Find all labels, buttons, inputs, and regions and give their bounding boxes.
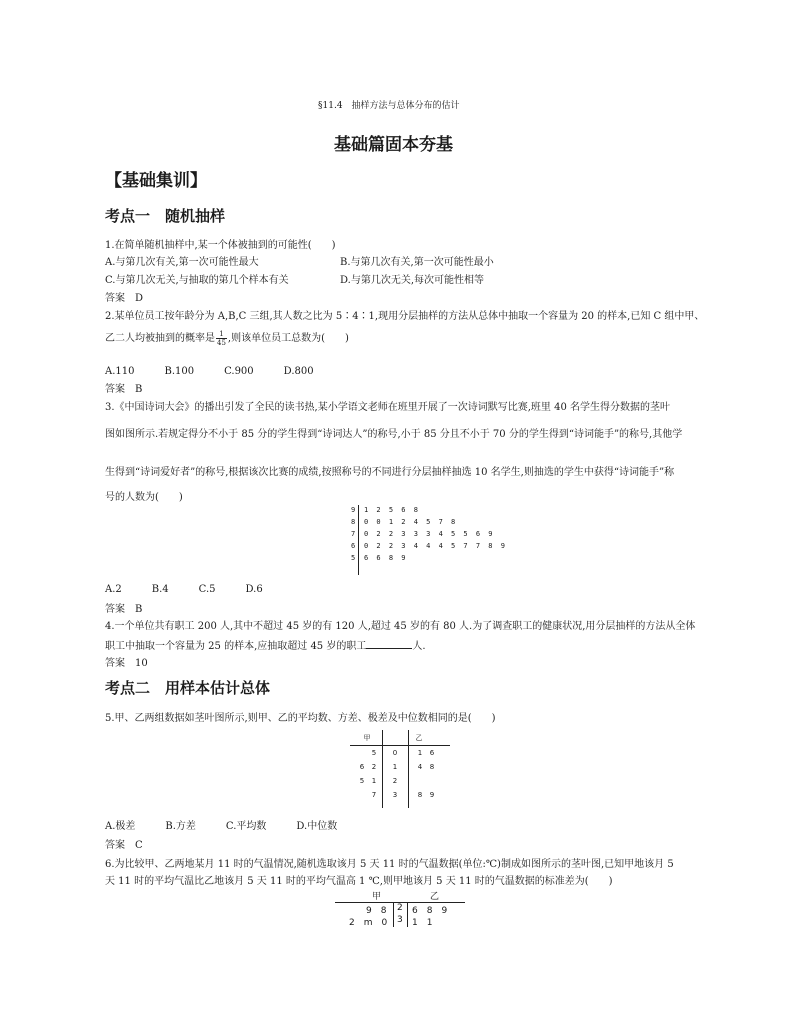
table-right-divider [407, 903, 408, 927]
q3-options: A.2 B.4 C.5 D.6 [105, 584, 263, 595]
head-right: 乙 [430, 892, 440, 902]
q2-line2 [105, 329, 349, 347]
q1-option-b: B.与第几次有关,第一次可能性最小 [340, 257, 494, 268]
q1-option-c: C.与第几次无关,与抽取的第几个样本有关 [105, 275, 289, 286]
q2-line1: 2.某单位员工按年龄分为 A,B,C 三组,其人数之比为 5∶4∶1,现用分层抽样的方法从总体中抽取一个容量为 20 的样本,已知 C 组中甲、 [105, 311, 705, 322]
page-title: 基础篇固本夯基 [334, 135, 453, 155]
q4-line2-post: 人. [412, 641, 426, 652]
q2-line2-post: ,则该单位员工总数为( ) [227, 333, 349, 344]
bracket-heading: 【基础集训】 [105, 171, 207, 191]
stem-leaf-row: 7 [351, 530, 358, 538]
table-left-divider [393, 903, 394, 927]
table-right-divider [408, 730, 409, 808]
q4-line1: 4.一个单位共有职工 200 人,其中不超过 45 岁的有 120 人,超过 45 岁的有 80 人.为了调查职工的健康状况,用分层抽样的方法从全体 [105, 621, 696, 632]
head-left: 甲 [372, 892, 382, 902]
q5-stem: 5.甲、乙两组数据如茎叶图所示,则甲、乙的平均数、方差、极差及中位数相同的是( ) [105, 713, 496, 724]
q1-answer: 答案 D [105, 293, 144, 304]
row2-left: 2 m 0 [349, 918, 388, 928]
left-leaf: 6 [359, 763, 365, 771]
stem: 1 [392, 763, 398, 771]
right-leaf: 4 [417, 763, 423, 771]
q5-answer: 答案 C [105, 840, 143, 851]
right-leaf: 6 [429, 749, 435, 757]
stem: 0 [392, 749, 398, 757]
fraction-numerator: 1 [216, 330, 227, 339]
row1-right: 6 8 9 [412, 906, 448, 916]
table-header-line [350, 745, 450, 746]
q2-options: A.110 B.100 C.900 D.800 [105, 366, 314, 377]
q3-line3: 生得到“诗词爱好者”的称号,根据该次比赛的成绩,按照称号的不同进行分层抽样抽选 10 名学生,则抽选的学生中获得“诗词能手”称 [105, 467, 675, 478]
leaves-row: 1 2 5 6 8 [364, 506, 420, 514]
kp2-title: 考点二 用样本估计总体 [105, 679, 271, 697]
stem-divider [358, 505, 359, 575]
left-leaf: 1 [371, 777, 377, 785]
leaves-row: 0 2 2 3 3 3 4 5 5 6 9 [364, 530, 495, 538]
left-leaf: 5 [371, 749, 377, 757]
answer-blank [366, 639, 412, 649]
left-leaf: 7 [371, 791, 377, 799]
table-left-divider [382, 730, 383, 808]
stem-leaf-row: 9 [351, 506, 358, 514]
q4-line2 [105, 637, 426, 652]
probability-fraction [216, 330, 227, 347]
q3-line4: 号的人数为( ) [105, 492, 183, 503]
stem-leaf-row: 8 [351, 518, 358, 526]
q6-line2: 天 11 时的平均气温比乙地该月 5 天 11 时的平均气温高 1 ℃,则甲地该月 5 天 11 时的气温数据的标准差为( ) [105, 876, 613, 887]
row2-right: 1 1 [412, 918, 433, 928]
row1-left: 9 8 [366, 906, 387, 916]
q6-line1: 6.为比较甲、乙两地某月 11 时的气温情况,随机选取该月 5 天 11 时的气温数据(单位:℃)制成如图所示的茎叶图,已知甲地该月 5 [105, 859, 674, 870]
stem-leaf-row: 5 [351, 554, 358, 562]
q2-answer: 答案 B [105, 384, 143, 395]
head-left: 甲 [363, 734, 371, 742]
q5-options: A.极差 B.方差 C.平均数 D.中位数 [105, 821, 338, 832]
q3-line1: 3.《中国诗词大会》的播出引发了全民的读书热,某小学语文老师在班里开展了一次诗词默写比赛,班里 40 名学生得分数据的茎叶 [105, 402, 670, 413]
right-leaf: 8 [429, 763, 435, 771]
head-right: 乙 [415, 734, 423, 742]
leaves-row: 0 0 1 2 4 5 7 8 [364, 518, 458, 526]
q3-answer: 答案 B [105, 604, 143, 615]
right-leaf: 1 [417, 749, 423, 757]
q2-line2-pre: 乙二人均被抽到的概率是 [105, 333, 215, 344]
q4-line2-pre: 职工中抽取一个容量为 25 的样本,应抽取超过 45 岁的职工 [105, 641, 367, 652]
left-leaf: 5 [359, 777, 365, 785]
kp1-title: 考点一 随机抽样 [105, 207, 226, 225]
fraction-denominator: 45 [217, 339, 226, 347]
q4-answer: 答案 10 [105, 658, 148, 669]
section-heading: §11.4 抽样方法与总体分布的估计 [318, 101, 460, 111]
q3-line2: 图如图所示.若规定得分不小于 85 分的学生得到“诗词达人”的称号,小于 85 分且不小于 70 分的学生得到“诗词能手”的称号,其他学 [105, 429, 683, 440]
left-leaf: 2 [371, 763, 377, 771]
stem: 3 [392, 791, 398, 799]
row2-stem: 3 [397, 915, 403, 925]
stem-leaf-row: 6 [351, 542, 358, 550]
row1-stem: 2 [397, 903, 403, 913]
leaves-row: 0 2 2 3 4 4 4 5 7 7 8 9 [364, 542, 507, 550]
q1-stem: 1.在简单随机抽样中,某一个体被抽到的可能性( ) [105, 240, 336, 251]
stem: 2 [392, 777, 398, 785]
q1-option-d: D.与第几次无关,每次可能性相等 [340, 275, 485, 286]
right-leaf: 9 [429, 791, 435, 799]
q1-option-a: A.与第几次有关,第一次可能性最大 [105, 257, 259, 268]
leaves-row: 6 6 8 9 [364, 554, 408, 562]
right-leaf: 8 [417, 791, 423, 799]
